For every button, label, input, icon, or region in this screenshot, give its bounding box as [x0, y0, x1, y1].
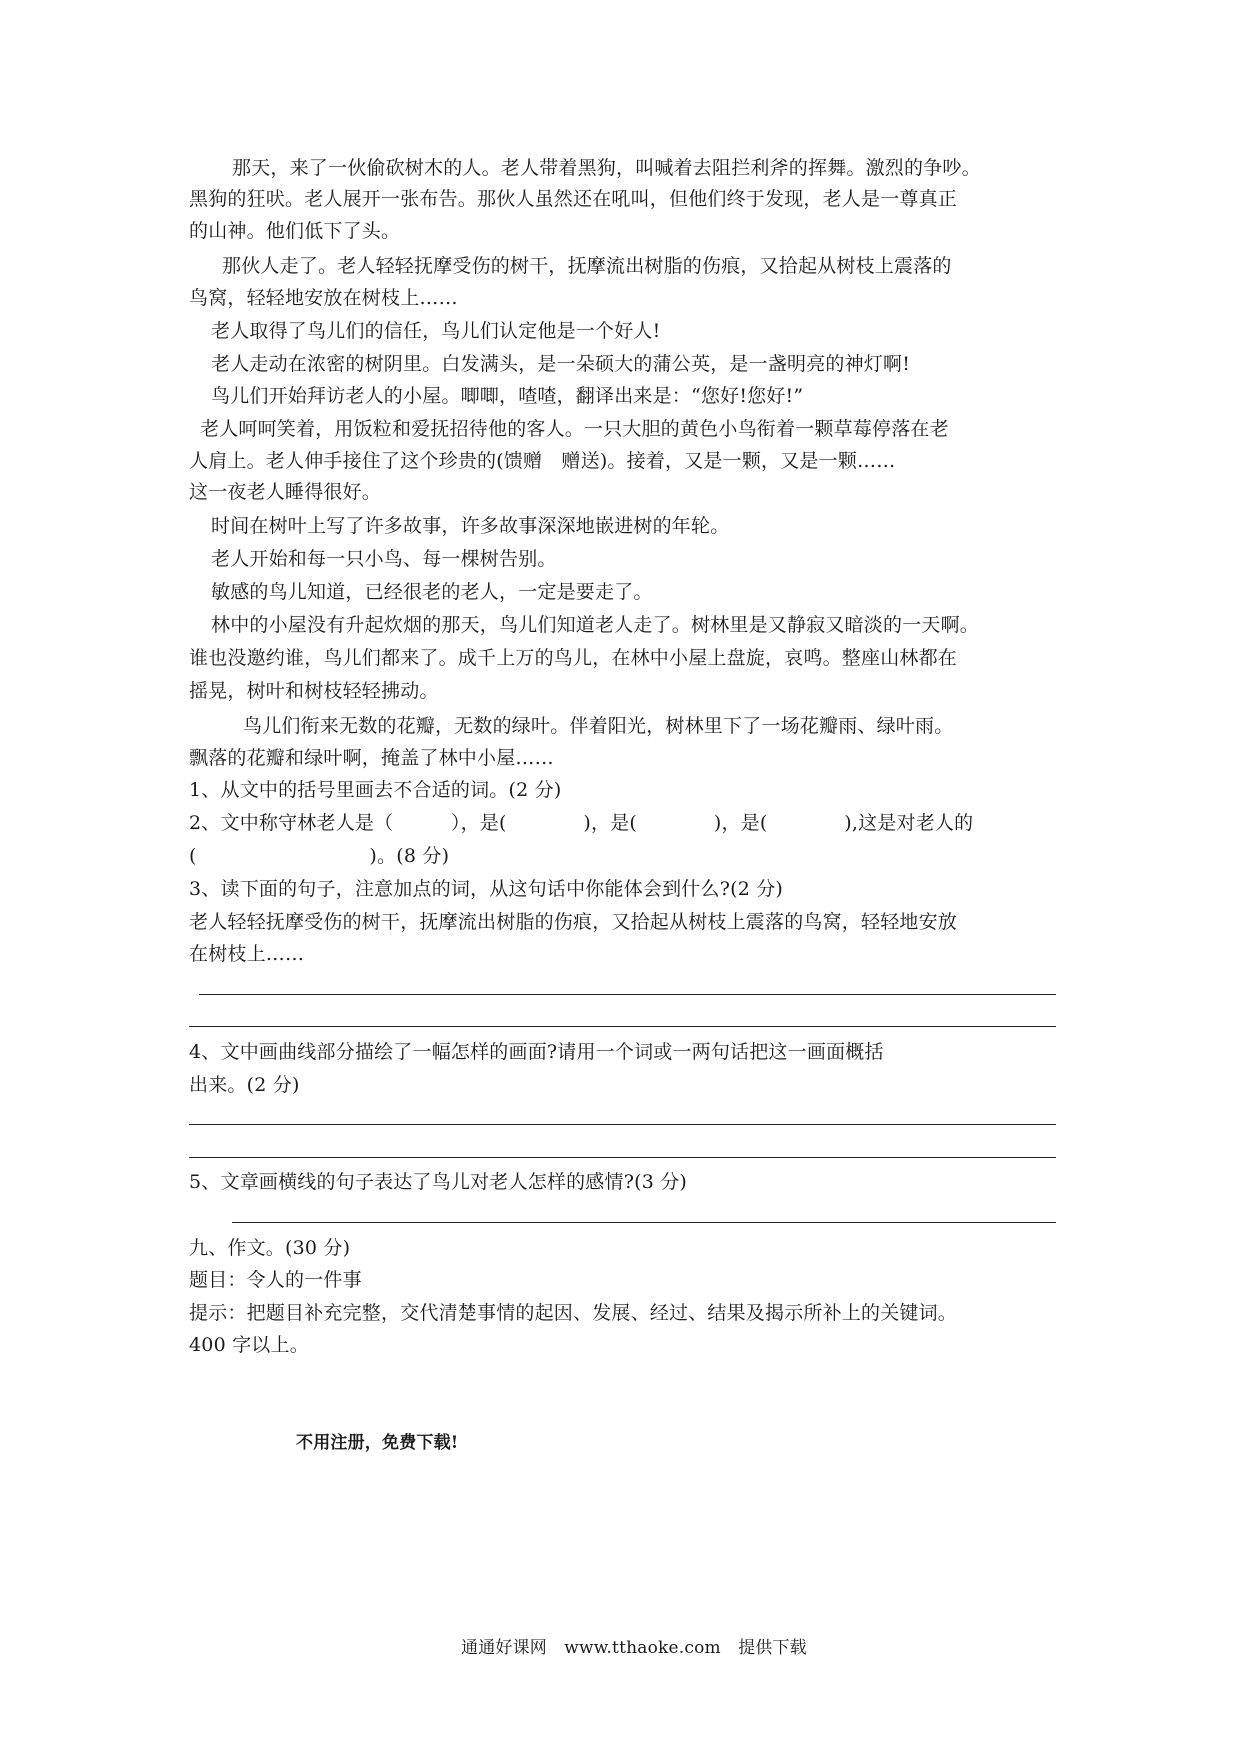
passage-line: 鸟窝，轻轻地安放在树枝上……	[189, 287, 458, 309]
composition-hint-line-1: 提示：把题目补充完整，交代清楚事情的起因、发展、经过、结果及揭示所补上的关键词。	[189, 1302, 958, 1324]
passage-line: 林中的小屋没有升起炊烟的那天，鸟儿们知道老人走了。树林里是又静寂又暗淡的一天啊。	[211, 614, 980, 636]
passage-line: 黑狗的狂吠。老人展开一张布告。那伙人虽然还在吼叫，但他们终于发现，老人是一尊真正	[189, 188, 958, 210]
passage-line: 鸟儿们开始拜访老人的小屋。唧唧，喳喳，翻译出来是：“您好!您好!”	[211, 385, 804, 407]
composition-hint-line-2: 400 字以上。	[189, 1334, 309, 1356]
question-3-quote-line-2: 在树枝上……	[189, 943, 305, 965]
question-3-quote-line-1: 老人轻轻抚摩受伤的树干，抚摩流出树脂的伤痕，又拾起从树枝上震落的鸟窝，轻轻地安放	[189, 911, 958, 933]
question-4-line-2: 出来。(2 分)	[189, 1074, 300, 1096]
page-footer: 通通好课网 www.tthaoke.com 提供下载	[461, 1638, 807, 1658]
passage-line: 那天，来了一伙偷砍树木的人。老人带着黑狗，叫喊着去阻拦利斧的挥舞。激烈的争吵。	[232, 157, 981, 179]
composition-heading: 九、作文。(30 分)	[189, 1237, 351, 1259]
question-2-line-1: 2、文中称守林老人是（ ），是( )，是( )，是( ),这是对老人的	[189, 812, 974, 834]
download-notice: 不用注册，免费下载!	[296, 1433, 459, 1453]
question-4-line-1: 4、文中画曲线部分描绘了一幅怎样的画面?请用一个词或一两句话把这一画面概括	[189, 1041, 884, 1063]
passage-line: 人肩上。老人伸手接住了这个珍贵的(馈赠 赠送)。接着，又是一颗，又是一颗……	[189, 450, 896, 472]
passage-line: 谁也没邀约谁，鸟儿们都来了。成千上万的鸟儿，在林中小屋上盘旋，哀鸣。整座山林都在	[189, 647, 958, 669]
passage-line: 的山神。他们低下了头。	[189, 220, 401, 242]
answer-line[interactable]	[232, 1222, 1056, 1223]
passage-line: 这一夜老人睡得很好。	[189, 481, 382, 503]
question-5: 5、文章画横线的句子表达了鸟儿对老人怎样的感情?(3 分)	[189, 1171, 688, 1193]
passage-line: 敏感的鸟儿知道，已经很老的老人，一定是要走了。	[211, 581, 653, 603]
passage-line: 时间在树叶上写了许多故事，许多故事深深地嵌进树的年轮。	[211, 515, 730, 537]
passage-line: 老人呵呵笑着，用饭粒和爱抚招待他的客人。一只大胆的黄色小鸟衔着一颗草莓停落在老	[200, 418, 949, 440]
answer-line[interactable]	[189, 1026, 1056, 1027]
question-3: 3、读下面的句子，注意加点的词，从这句话中你能体会到什么?(2 分)	[189, 878, 784, 900]
question-1: 1、从文中的括号里画去不合适的词。(2 分)	[189, 779, 562, 801]
passage-line: 老人取得了鸟儿们的信任，鸟儿们认定他是一个好人!	[211, 320, 661, 342]
answer-line[interactable]	[189, 1124, 1056, 1125]
passage-line: 摇晃，树叶和树枝轻轻拂动。	[189, 680, 439, 702]
question-2-line-2: ( )。(8 分)	[189, 845, 450, 867]
passage-line: 飘落的花瓣和绿叶啊，掩盖了林中小屋……	[189, 747, 554, 769]
composition-title: 题目：令人的一件事	[189, 1269, 362, 1291]
answer-line[interactable]	[189, 1157, 1056, 1158]
passage-line: 那伙人走了。老人轻轻抚摩受伤的树干，抚摩流出树脂的伤痕，又拾起从树枝上震落的	[222, 255, 952, 277]
passage-line: 老人开始和每一只小鸟、每一棵树告别。	[211, 548, 557, 570]
passage-line: 鸟儿们衔来无数的花瓣，无数的绿叶。伴着阳光，树林里下了一场花瓣雨、绿叶雨。	[243, 715, 954, 737]
answer-line[interactable]	[199, 994, 1056, 995]
passage-line: 老人走动在浓密的树阴里。白发满头，是一朵硕大的蒲公英，是一盏明亮的神灯啊!	[211, 353, 911, 375]
